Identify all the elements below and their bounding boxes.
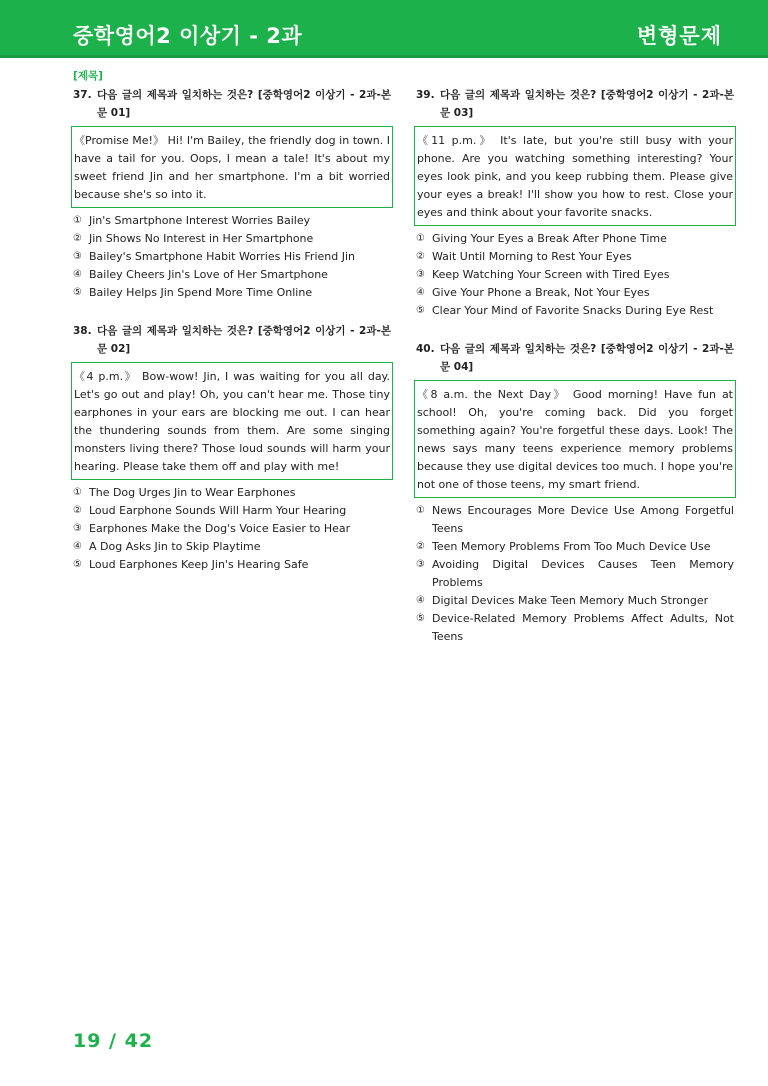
answer-option[interactable] [416,284,734,302]
answer-options [73,212,391,302]
option-mark: ① [73,487,82,498]
question-title [416,86,734,122]
option-mark: ③ [73,251,82,262]
left-column [73,86,391,574]
option-text: Earphones Make the Dog's Voice Easier to Hear [89,522,351,535]
option-mark: ⑤ [416,305,425,316]
answer-option[interactable] [73,230,391,248]
option-text: Jin's Smartphone Interest Worries Bailey [89,214,311,227]
passage-box: 《11 p.m.》 It's late, but you're still busy with your phone. Are you watching something interesting? Your eyes look pink, and you keep rubbing them. Please give your eyes a break! I'll show you how to rest. Close your eyes and think about your favorite snacks. [414,126,736,226]
option-text: Loud Earphone Sounds Will Harm Your Hearing [89,504,347,517]
option-mark: ④ [416,595,425,606]
document-type-label: 변형문제 [636,24,722,48]
answer-option[interactable] [73,520,391,538]
answer-option[interactable] [73,502,391,520]
option-text: Loud Earphones Keep Jin's Hearing Safe [89,558,309,571]
question-gap [416,320,734,340]
option-mark: ① [416,233,425,244]
question-38 [73,322,391,574]
option-mark: ④ [73,541,82,552]
question-number: 40. [416,343,435,355]
answer-option[interactable] [416,538,734,556]
option-mark: ② [73,233,82,244]
option-mark: ⑤ [73,559,82,570]
answer-option[interactable] [416,248,734,266]
question-title [73,322,391,358]
option-text: Digital Devices Make Teen Memory Much Stronger [432,594,709,607]
option-text: Teen Memory Problems From Too Much Device Use [432,540,711,553]
answer-option[interactable] [73,484,391,502]
question-text: 다음 글의 제목과 일치하는 것은? [중학영어2 이상기 - 2과-본문 01] [97,89,391,119]
page-header [0,0,768,58]
question-title [73,86,391,122]
section-tag: [제목] [73,70,103,82]
option-text: Keep Watching Your Screen with Tired Eyes [432,268,670,281]
option-text: Avoiding Digital Devices Causes Teen Memory Problems [432,558,734,589]
option-mark: ⑤ [73,287,82,298]
passage-box: 《Promise Me!》 Hi! I'm Bailey, the friendly dog in town. I have a tail for you. Oops, I mean a tale! It's about my sweet friend Jin and her smartphone. I'm a bit worried because she's so into it. [71,126,393,208]
option-text: Give Your Phone a Break, Not Your Eyes [432,286,650,299]
answer-option[interactable] [73,266,391,284]
option-text: Giving Your Eyes a Break After Phone Time [432,232,667,245]
answer-option[interactable] [416,230,734,248]
question-37 [73,86,391,302]
answer-option[interactable] [416,556,734,592]
question-number: 39. [416,89,435,101]
answer-option[interactable] [416,610,734,646]
passage-box: 《8 a.m. the Next Day》 Good morning! Have fun at school! Oh, you're coming back. Did you forget something again? You're forgetful these days. Look! The news says many teens experience memory problems because they use digital devices too much. I hope you're not one of those teens, my smart friend. [414,380,736,498]
option-text: Wait Until Morning to Rest Your Eyes [432,250,632,263]
option-mark: ② [416,541,425,552]
option-text: A Dog Asks Jin to Skip Playtime [89,540,261,553]
passage-box: 《4 p.m.》 Bow-wow! Jin, I was waiting for you all day. Let's go out and play! Oh, you can't hear me. Those tiny earphones in your ears are blocking me out. I can hear the thundering sounds from them. Are some singing monsters living there? Those loud sounds will harm your hearing. Please take them off and play with me! [71,362,393,480]
question-title [416,340,734,376]
option-mark: ① [416,505,425,516]
right-column [416,86,734,646]
question-39 [416,86,734,320]
option-mark: ③ [73,523,82,534]
question-40 [416,340,734,646]
answer-option[interactable] [73,284,391,302]
answer-option[interactable] [73,248,391,266]
question-text: 다음 글의 제목과 일치하는 것은? [중학영어2 이상기 - 2과-본문 02] [97,325,391,355]
option-mark: ③ [416,269,425,280]
answer-options [73,484,391,574]
answer-option[interactable] [416,502,734,538]
page-number: 19 / 42 [73,1030,154,1052]
option-text: Device-Related Memory Problems Affect Adults, Not Teens [432,612,734,643]
option-text: Bailey's Smartphone Habit Worries His Friend Jin [89,250,355,263]
option-text: Jin Shows No Interest in Her Smartphone [89,232,314,245]
option-mark: ③ [416,559,425,570]
answer-options [416,502,734,646]
answer-option[interactable] [73,556,391,574]
answer-options [416,230,734,320]
option-text: News Encourages More Device Use Among Forgetful Teens [432,504,734,535]
option-text: Clear Your Mind of Favorite Snacks During Eye Rest [432,304,714,317]
question-gap [73,302,391,322]
option-mark: ⑤ [416,613,425,624]
answer-option[interactable] [416,266,734,284]
option-text: Bailey Cheers Jin's Love of Her Smartphone [89,268,328,281]
answer-option[interactable] [416,302,734,320]
question-number: 38. [73,325,92,337]
option-mark: ② [416,251,425,262]
answer-option[interactable] [73,212,391,230]
option-mark: ② [73,505,82,516]
answer-option[interactable] [73,538,391,556]
document-title: 중학영어2 이상기 - 2과 [73,24,303,48]
question-number: 37. [73,89,92,101]
option-text: The Dog Urges Jin to Wear Earphones [89,486,296,499]
answer-option[interactable] [416,592,734,610]
option-mark: ① [73,215,82,226]
option-mark: ④ [416,287,425,298]
question-text: 다음 글의 제목과 일치하는 것은? [중학영어2 이상기 - 2과-본문 03] [440,89,734,119]
option-mark: ④ [73,269,82,280]
question-text: 다음 글의 제목과 일치하는 것은? [중학영어2 이상기 - 2과-본문 04] [440,343,734,373]
option-text: Bailey Helps Jin Spend More Time Online [89,286,313,299]
